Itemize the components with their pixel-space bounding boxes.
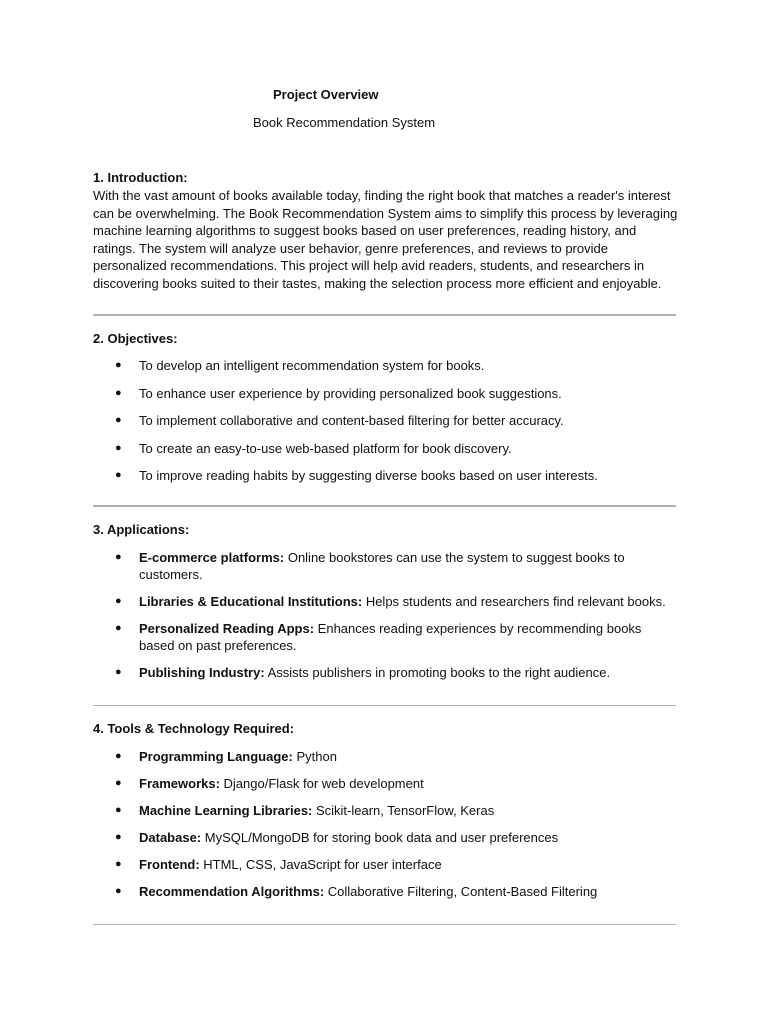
objective-text: To improve reading habits by suggesting diverse books based on user interests. <box>139 468 598 483</box>
bullet-icon: ● <box>115 750 122 762</box>
bullet-icon: ● <box>115 858 122 870</box>
applications-list <box>93 549 678 681</box>
tools-heading: 4. Tools & Technology Required: <box>93 721 295 736</box>
item-label: Recommendation Algorithms: <box>139 884 325 899</box>
page-subtitle: Book Recommendation System <box>253 115 436 130</box>
objectives-section <box>93 330 678 484</box>
item-label: Libraries & Educational Institutions: <box>139 594 363 609</box>
objective-text: To develop an intelligent recommendation system for books. <box>139 358 485 373</box>
item-text: Assists publishers in promoting books to the right audience. <box>264 665 611 680</box>
tools-list <box>93 748 678 900</box>
introduction-heading: 1. Introduction: <box>93 170 188 185</box>
list-item <box>93 385 678 402</box>
list-item <box>93 593 678 610</box>
item-text: Online bookstores can use the system to suggest books to customers. <box>139 550 625 582</box>
bullet-icon: ● <box>115 469 122 481</box>
list-item <box>93 357 678 374</box>
list-item <box>93 664 678 681</box>
list-item <box>93 412 678 429</box>
list-item <box>93 775 678 792</box>
objectives-list <box>93 357 678 484</box>
item-label: Frontend: <box>139 857 200 872</box>
item-text: HTML, CSS, JavaScript for user interface <box>199 857 442 872</box>
bullet-icon: ● <box>115 622 122 634</box>
introduction-text: With the vast amount of books available today, finding the right book that matches a reader's interest can be overwhelming. The Book Recommendation System aims to simplify this process by leveraging machine learning algorithms to suggest books based on user preferences, reading history, and ratings. The system will analyze user behavior, genre preferences, and reviews to provide personalized recommendations. This project will help avid readers, students, and researchers in discovering books suited to their tastes, making the selection process more efficient and enjoyable. <box>93 188 678 291</box>
tools-section <box>93 720 678 900</box>
bullet-icon: ● <box>115 885 122 897</box>
list-item <box>93 549 678 583</box>
item-label: Frameworks: <box>139 776 220 791</box>
list-item <box>93 856 678 873</box>
section-divider <box>93 505 676 507</box>
list-item <box>93 748 678 765</box>
list-item <box>93 829 678 846</box>
objective-text: To enhance user experience by providing personalized book suggestions. <box>139 385 562 401</box>
item-text: MySQL/MongoDB for storing book data and user preferences <box>201 830 559 845</box>
applications-heading: 3. Applications: <box>93 522 190 537</box>
section-divider <box>93 314 676 316</box>
bullet-icon: ● <box>115 551 122 563</box>
list-item <box>93 883 678 900</box>
item-label: Personalized Reading Apps: <box>139 621 315 636</box>
item-label: Publishing Industry: <box>139 665 265 680</box>
item-label: Machine Learning Libraries: <box>139 803 313 818</box>
item-label: E-commerce platforms: <box>139 550 285 565</box>
item-text: Collaborative Filtering, Content-Based Filtering <box>324 884 598 899</box>
item-text: Scikit-learn, TensorFlow, Keras <box>312 803 495 818</box>
bullet-icon: ● <box>115 359 122 371</box>
bullet-icon: ● <box>115 414 122 426</box>
section-divider <box>93 924 676 925</box>
item-text: Django/Flask for web development <box>219 776 424 791</box>
list-item <box>93 440 678 457</box>
list-item <box>93 802 678 819</box>
item-label: Programming Language: <box>139 749 293 764</box>
applications-section <box>93 521 678 681</box>
objectives-heading: 2. Objectives: <box>93 331 178 346</box>
bullet-icon: ● <box>115 666 122 678</box>
list-item <box>93 467 678 484</box>
objective-text: To create an easy-to-use web-based platform for book discovery. <box>139 440 512 456</box>
bullet-icon: ● <box>115 804 122 816</box>
introduction-section <box>93 169 678 293</box>
item-text: Python <box>292 749 337 764</box>
page-title: Project Overview <box>273 87 379 102</box>
item-text: Enhances reading experiences by recommending books based on past preferences. <box>139 621 642 653</box>
item-text: Helps students and researchers find relevant books. <box>362 594 666 609</box>
section-divider <box>93 705 676 706</box>
bullet-icon: ● <box>115 595 122 607</box>
list-item <box>93 620 678 654</box>
item-label: Database: <box>139 830 202 845</box>
bullet-icon: ● <box>115 777 122 789</box>
bullet-icon: ● <box>115 386 122 399</box>
bullet-icon: ● <box>115 441 122 454</box>
bullet-icon: ● <box>115 831 122 843</box>
objective-text: To implement collaborative and content-based filtering for better accuracy. <box>139 413 564 428</box>
